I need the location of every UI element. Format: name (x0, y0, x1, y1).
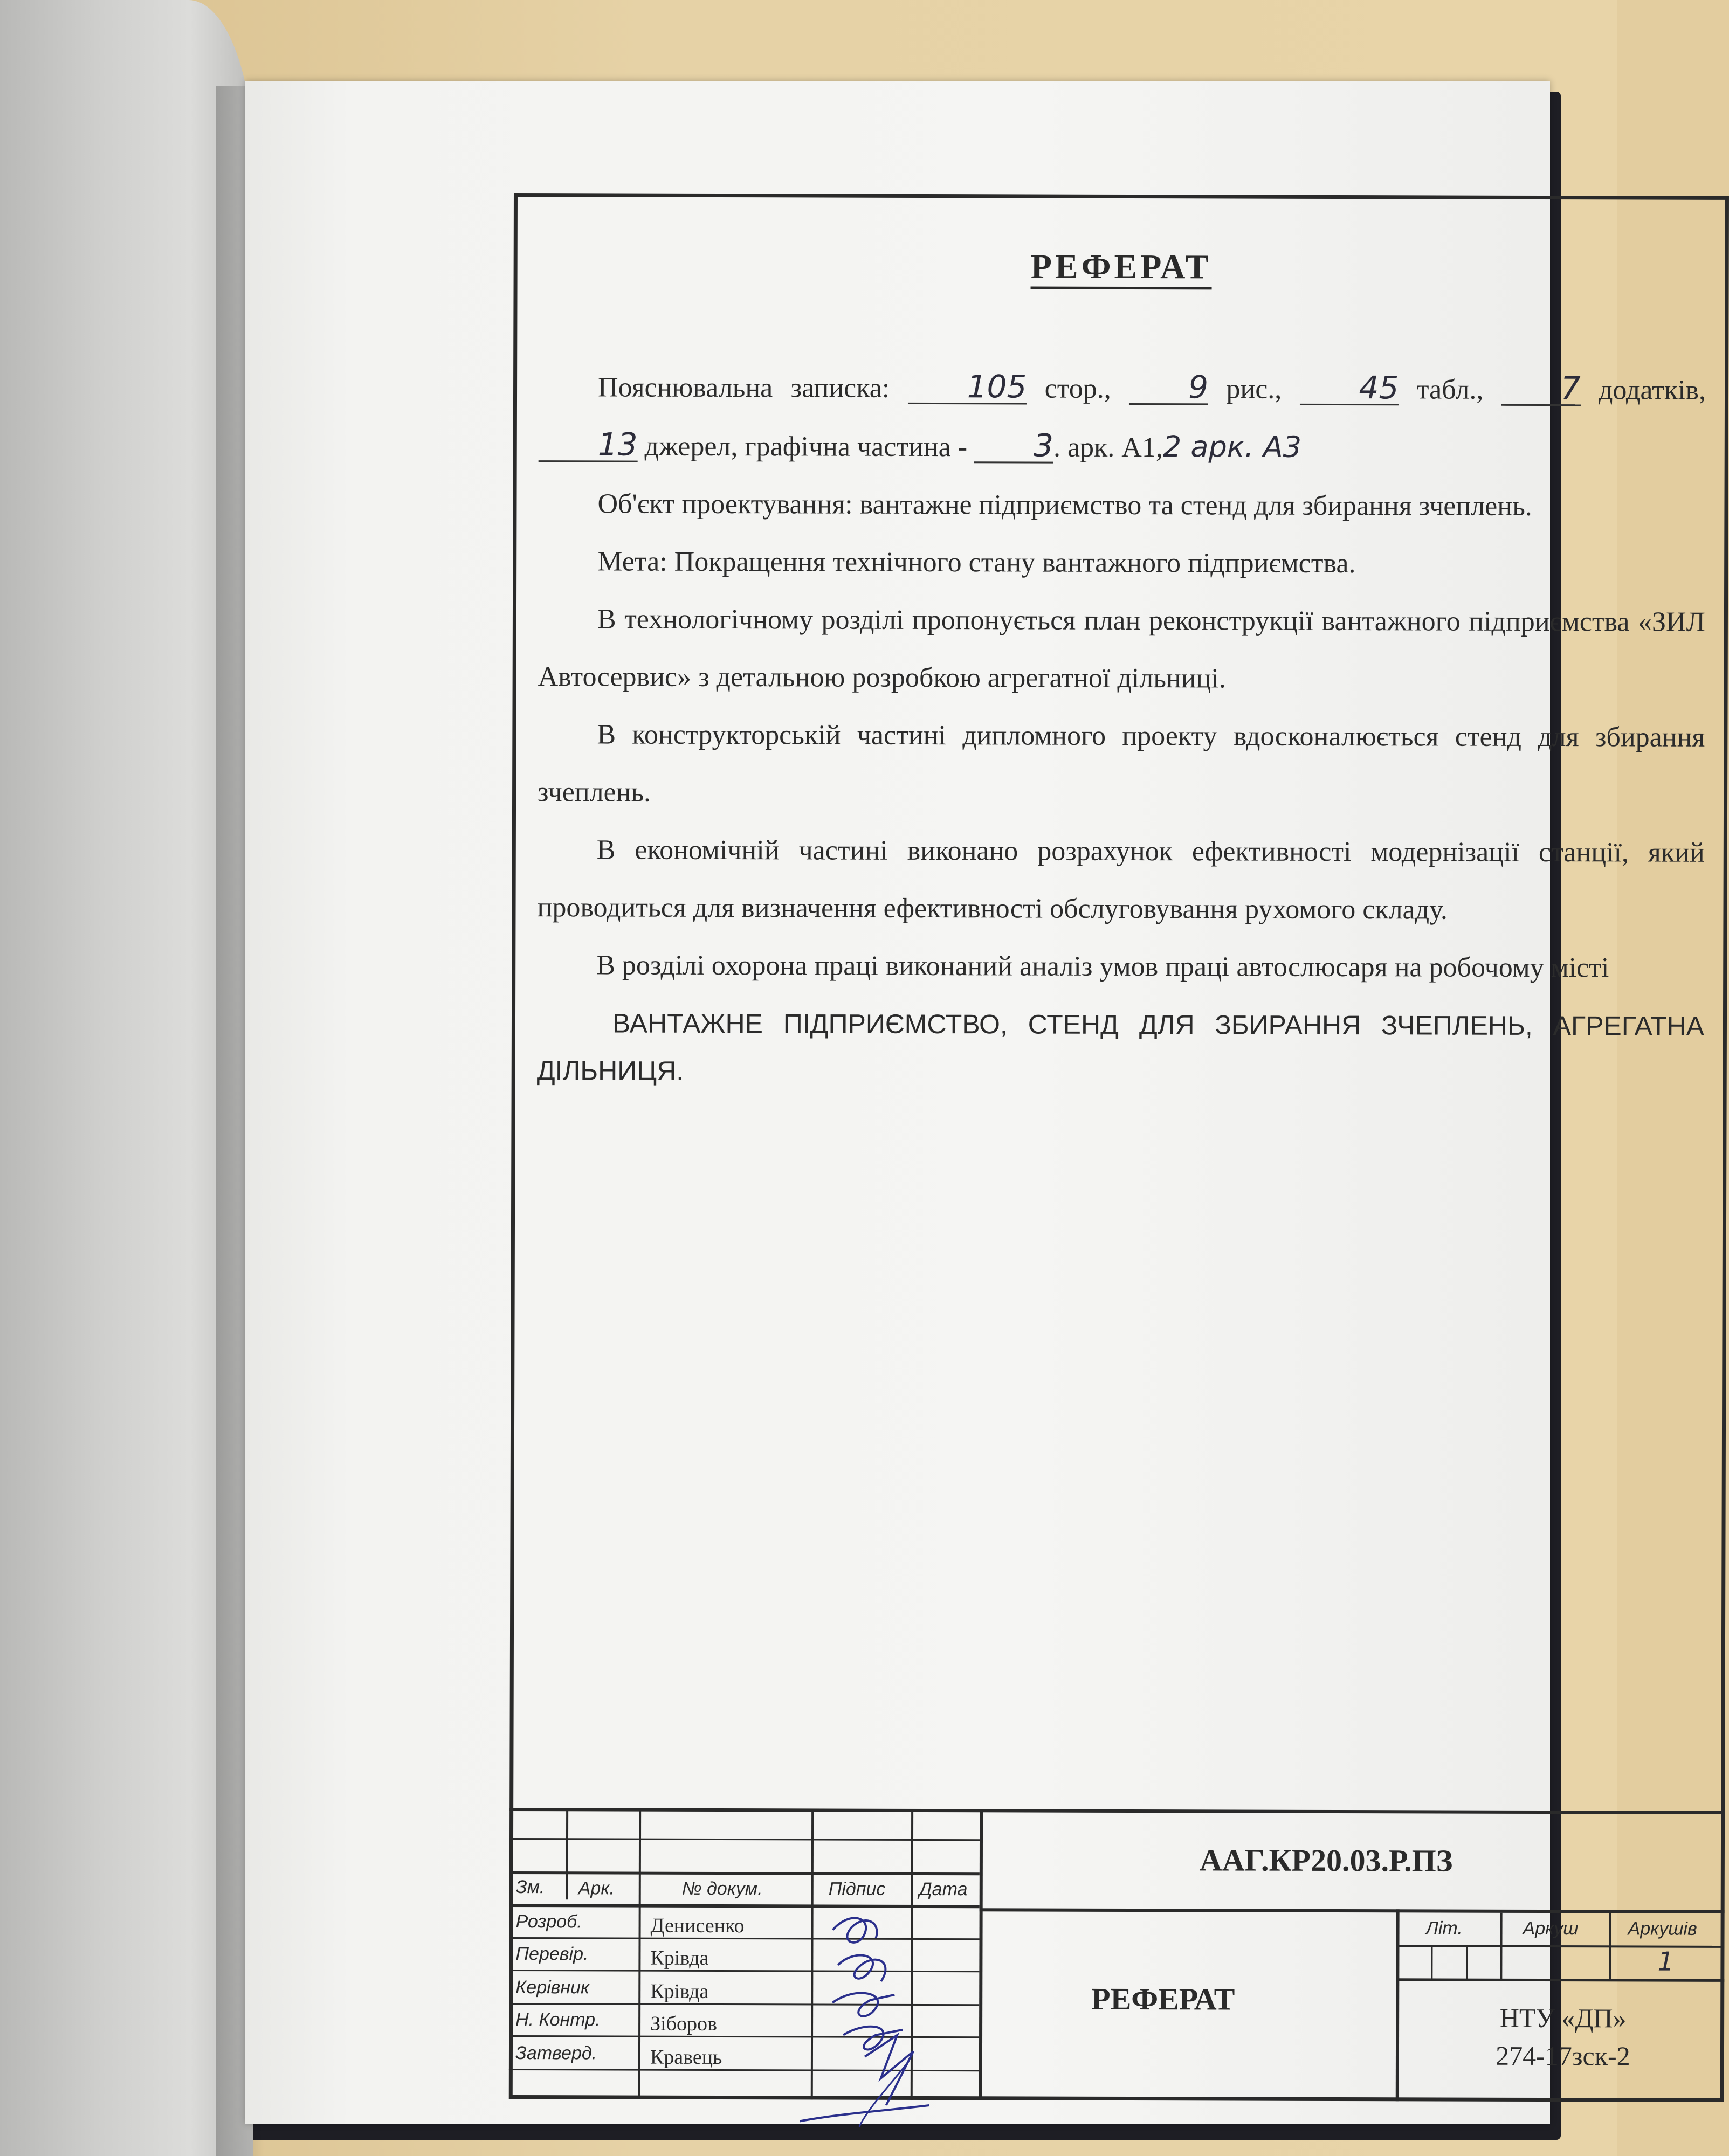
paragraph-safety: В розділі охорона праці виконаний аналіз умов праці автослюсаря на робочому місті (596, 950, 1609, 984)
paragraph-object: Об'єкт проектування: вантажне підприємство та стенд для збирання зчеплень. (597, 488, 1532, 522)
pages-unit: стор., (1044, 373, 1111, 404)
role-checker: Перевір. (515, 1944, 589, 1965)
name-supervisor: Крівда (650, 1980, 709, 2003)
paragraph-goal: Мета: Покращення технічного стану вантажного підприємства. (597, 546, 1356, 579)
header-change: Зм. (515, 1877, 545, 1898)
page-title-text: РЕФЕРАТ (1031, 247, 1212, 290)
role-developer: Розроб. (515, 1911, 582, 1932)
group-code: 274-17зск-2 (1496, 2040, 1630, 2071)
page (245, 81, 1706, 2124)
sources-count: 13 (539, 428, 638, 462)
sheets-value: 1 (1657, 1946, 1675, 1977)
tables-unit: табл., (1416, 374, 1484, 405)
page-title (518, 245, 1725, 288)
stamp-title: РЕФЕРАТ (1091, 1981, 1235, 2017)
handwritten-signatures (800, 1900, 995, 2138)
sources-unit: джерел, графічна частина - (644, 431, 968, 463)
paragraph-economics: В економічній частині виконано розрахунок ефективності модернізації станції, який проводиться для визначення ефективності обслуговування рухомого складу. (537, 834, 1705, 925)
a1-unit: . арк. А1, (1053, 432, 1163, 464)
summary-prefix: Пояснювальна записка: (597, 372, 890, 404)
figures-count: 9 (1129, 371, 1208, 405)
document-code: ААГ.КР20.03.Р.ПЗ (1199, 1842, 1453, 1878)
name-checker: Крівда (650, 1946, 709, 1970)
name-norm-control: Зіборов (650, 2012, 718, 2035)
organization-name: НТУ «ДП» (1499, 2002, 1627, 2034)
label-sheet: Аркуш (1523, 1918, 1579, 1939)
tables-count: 45 (1300, 371, 1399, 405)
paragraph-technology: В технологічному розділі пропонується план реконструкції вантажного підприємства «ЗИЛ Автосервис» з детальною розробкою агрегатної дільниці. (538, 604, 1705, 694)
name-approver: Кравець (650, 2046, 722, 2069)
role-norm-control: Н. Контр. (515, 2009, 601, 2030)
a3-handwritten-note: 2 арк. А3 (1162, 430, 1302, 464)
label-lit: Літ. (1425, 1918, 1463, 1939)
keywords: ВАНТАЖНЕ ПІДПРИЄМСТВО, СТЕНД ДЛЯ ЗБИРАННЯ ЗЧЕПЛЕНЬ, АГРЕГАТНА ДІЛЬНИЦЯ. (536, 1008, 1705, 1086)
pages-count: 105 (908, 370, 1027, 405)
drawing-frame (509, 193, 1729, 2102)
appendices-count: 7 (1501, 372, 1581, 406)
header-doc-no: № докум. (681, 1878, 763, 1899)
header-date: Дата (919, 1878, 968, 1900)
organization (1404, 1999, 1722, 2075)
appendices-unit: додатків, (1598, 375, 1706, 406)
header-sheet: Арк. (578, 1878, 615, 1899)
paragraph-design: В конструкторській частині дипломного проекту вдосконалюється стенд для збирання зчеплень. (538, 719, 1705, 808)
figures-unit: рис., (1226, 374, 1282, 405)
role-approver: Затверд. (515, 2043, 597, 2064)
summary-paragraph (539, 358, 1706, 478)
a1-sheets-count: 3 (974, 429, 1053, 463)
label-sheets: Аркушів (1628, 1918, 1697, 1939)
title-block (509, 1808, 1725, 2102)
abstract-body (537, 358, 1706, 1097)
name-developer: Денисенко (650, 1914, 745, 1938)
role-supervisor: Керівник (515, 1977, 590, 1998)
header-signature: Підпис (828, 1878, 886, 1899)
